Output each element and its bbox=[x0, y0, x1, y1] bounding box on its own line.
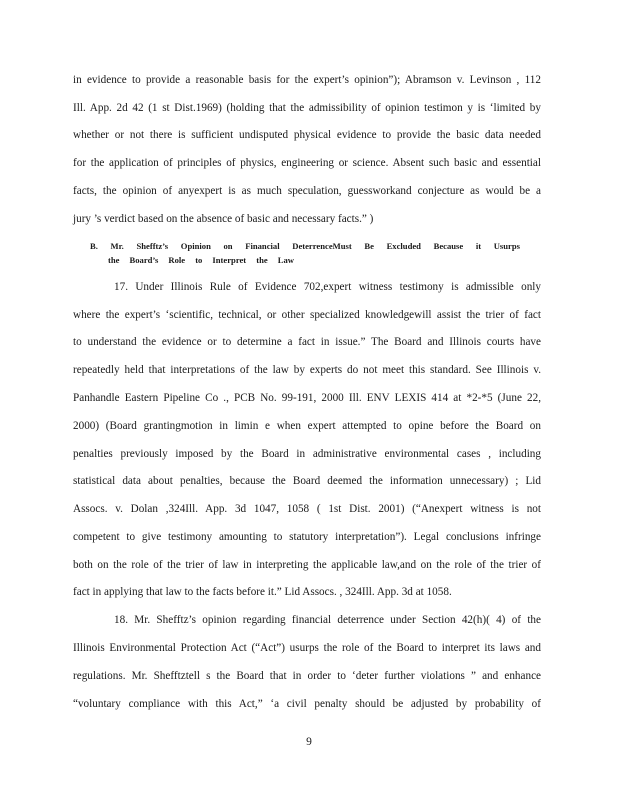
section-heading-continued: the Board’s Role to Interpret the Law bbox=[108, 255, 294, 265]
paragraph-17-start: 17. Under Illinois Rule of Evidence 702,expert witness testimony is admissible only bbox=[114, 281, 541, 293]
body-line: for the application of principles of physics, engineering or science. Absent such basic and essential bbox=[73, 157, 541, 169]
body-line: Assocs. v. Dolan ,324Ill. App. 3d 1047, 1058 ( 1st Dist. 2001) (“Anexpert witness is not bbox=[73, 503, 541, 515]
body-line: where the expert’s ‘scientific, technical, or other specialized knowledgewill assist the trier of fact bbox=[73, 309, 541, 321]
body-line: “voluntary compliance with this Act,” ‘a civil penalty should be adjusted by probability of bbox=[73, 698, 541, 710]
body-line: penalties previously imposed by the Board in administrative environmental cases , including bbox=[73, 448, 541, 460]
body-line: statistical data about penalties, because the Board deemed the information unnecessary) ; Lid bbox=[73, 475, 541, 487]
section-heading: B. Mr. Shefftz’s Opinion on Financial DeterrenceMust Be Excluded Because it Usurps bbox=[90, 241, 520, 251]
body-line: both on the role of the trier of law in interpreting the applicable law,and on the role of the trier of bbox=[73, 559, 541, 571]
body-line: facts, the opinion of anyexpert is as much speculation, guessworkand conjecture as would be a bbox=[73, 185, 541, 197]
body-line: jury ’s verdict based on the absence of basic and necessary facts.” ) bbox=[73, 213, 374, 225]
page-number: 9 bbox=[306, 736, 312, 748]
body-line: regulations. Mr. Shefftztell s the Board that in order to ‘deter further violations ” and enhance bbox=[73, 670, 541, 682]
paragraph-18-start: 18. Mr. Shefftz’s opinion regarding financial deterrence under Section 42(h)( 4) of the bbox=[114, 614, 541, 626]
body-line: whether or not there is sufficient undisputed physical evidence to provide the basic data needed bbox=[73, 129, 541, 141]
body-line: repeatedly held that interpretations of the law by experts do not meet this standard. See Illinois v. bbox=[73, 364, 541, 376]
body-line: fact in applying that law to the facts before it.” Lid Assocs. , 324Ill. App. 3d at 1058. bbox=[73, 586, 452, 598]
body-line: 2000) (Board grantingmotion in limin e when expert attempted to opine before the Board on bbox=[73, 420, 541, 432]
body-line: Panhandle Eastern Pipeline Co ., PCB No. 99-191, 2000 Ill. ENV LEXIS 414 at *2-*5 (June 22, bbox=[73, 392, 541, 404]
body-line: Illinois Environmental Protection Act (“Act”) usurps the role of the Board to interpret its laws and bbox=[73, 642, 541, 654]
body-line: to understand the evidence or to determine a fact in issue.” The Board and Illinois courts have bbox=[73, 336, 541, 348]
body-line: in evidence to provide a reasonable basis for the expert’s opinion”); Abramson v. Levinson , 112 bbox=[73, 74, 541, 86]
body-line: competent to give testimony amounting to statutory interpretation”). Legal conclusions infringe bbox=[73, 531, 541, 543]
body-line: Ill. App. 2d 42 (1 st Dist.1969) (holding that the admissibility of opinion testimon y is ‘limited by bbox=[73, 102, 541, 114]
